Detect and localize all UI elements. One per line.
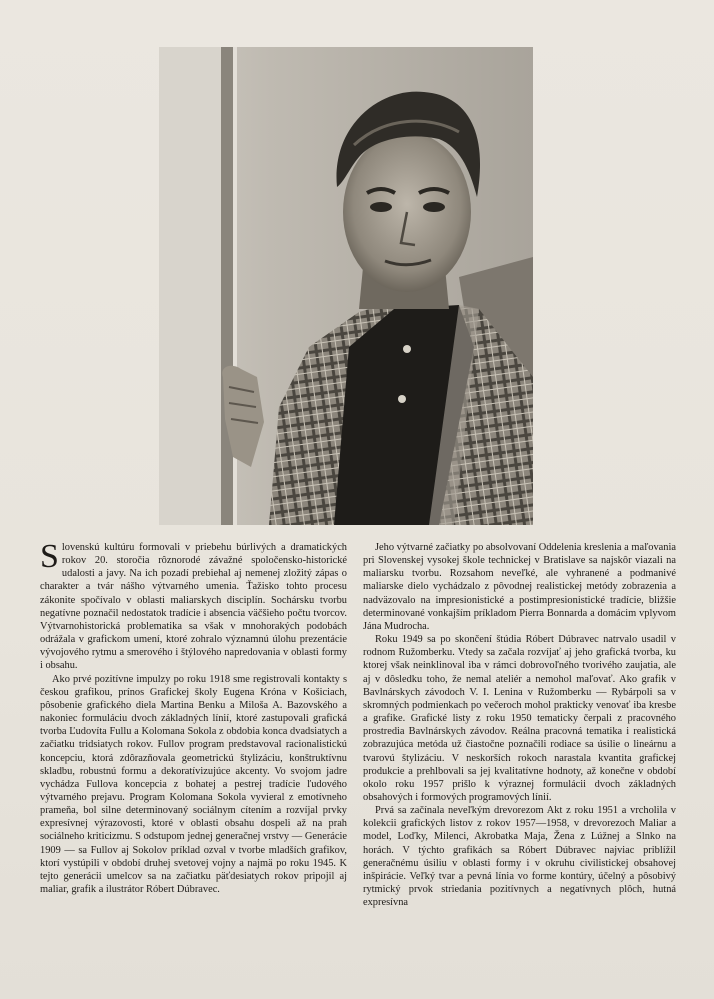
paragraph-first-impulses: Ako prvé pozitívne impulzy po roku 1918 sme registrovali kontakty s českou grafikou, prínos Grafickej školy Eugena Króna v Košiciach, pôsobenie grafického diela Martina Benku a Miloša A. Bazovského a nakoniec formuláciu dvoch základných línií, ktoré zastupovali grafická tvorba Ľudovíta Fullu a Kolomana Sokola z obdobia konca dvadsiatych a začiatku tridsiatych rokov. Fullov program predstavoval racionalistickú koncepciu, ktorá zdôrazňovala geometrickú štylizáciu, konštruktívnu skladbu, robustnú formu a dekoratívizujúce akcenty. Vo svojom jadre vychádza Fullova koncepcia z bohatej a pestrej tradície ľudového výtvarného prejavu. Program Kolomana Sokola vyvieral z emotívneho prameňa, bol silne determinovaný sociálnym cítením a rozvíjal prvky expresívnej výrazovosti, ktoré v oblasti obsahu dospeli až na prah sociálneho kriticizmu. S odstupom jednej generačnej vrstvy — Generácie 1909 — sa Fullov aj Sokolov príklad ozval v tvorbe mladších grafikov, ktorí vystúpili v období druhej svetovej vojny a najmä po roku 1945. K tejto generácii umelcov sa na začiatku päťdesiatych rokov pripojil aj maliar, grafik a ilustrátor Róbert Dúbravec. [40,673,347,896]
paragraph-first-line: Prvá sa začínala neveľkým drevorezom Akt z roku 1951 a vrcholila v kolekcii grafických listov z rokov 1957—1958, v drevorezoch Maliar a model, Loďky, Milenci, Akrobatka Maja, Žena z Lúžnej a Slnko na horách. V týchto grafikách sa Róbert Dúbravec najviac priblížil generačnému úsiliu v oblasti formy i v okruhu civilistickej obsahovej inšpirácie. Veľký tvar a pevná línia vo forme kontúry, účelný a pôsobivý rytmický prvok striedania pozitívnych a negatívnych plôch, hutná expresívna [363,805,676,909]
portrait-photo [159,47,533,525]
paragraph-beginnings: Jeho výtvarné začiatky po absolvovaní Oddelenia kreslenia a maľovania pri Slovenskej vysokej škole technickej v Bratislave sa najskôr viazali na maliarsku tvorbu. Rozsahom neveľké, ale vyhranené a podmanivé maliarske dielo vychádzalo z pôvodnej realistickej metódy zobrazenia a nadväzovalo na impresionistické a postimpresionistické tradície, bližšie determinované vonkajším príkladom Pierra Bonnarda a domácim vplyvom Jána Mudrocha. [363,542,676,632]
paragraph-1949: Roku 1949 sa po skončení štúdia Róbert Dúbravec natrvalo usadil v rodnom Ružomberku. Vtedy sa začala rozvíjať aj jeho grafická tvorba, ku ktorej však neinklinoval iba v rámci dobrovoľného tvorivého zaujatia, ale aj v dôsledku toho, že nemal ateliér a nemohol maľovať. Ako grafik v Bavlnárskych závodoch V. I. Lenina v Ružomberku — Rybárpoli sa v skromných podmienkach po večeroch mohol prakticky venovať iba kresbe a grafike. Grafické listy z roku 1950 tematicky čerpali z pracovného prostredia Bavlnárskych závodov. Reálna pracovná tematika i realistická zobrazujúca metóda už čiastočne poznačili rodiace sa úsilie o lineárnu a tvarovú štylizáciu. V neskorších rokoch narastala kvantita grafickej produkcie a prehlbovali sa jej kvalitatívne hodnoty, až konečne v období okolo roku 1957 prišlo k výraznej formulácii dvoch základných obsahových i formových programových línií. [363,634,676,803]
paragraph-intro [40,538,347,673]
text-column-left [40,538,347,896]
text-column-right [363,541,676,909]
drop-cap: S [40,538,59,575]
paragraph-intro-text: lovenskú kultúru formovali v priebehu búrlivých a dramatických rokov 20. storočia rôznorodé závažné spoločensko-historické udalosti a javy. Na ich pozadí prebiehal aj nemenej zložitý zápas o charakter a tvár nášho výtvarného umenia. Ťažisko tohto procesu zákonite spočívalo v oblasti maliarskych disciplín. Sochársku tvorbu negatívne poznačil nedostatok tradície i absencia väčšieho počtu tvorcov. Výtvarnohistorická problematika sa však v mnohorakých podobách odrážala v grafickom umení, ktoré zohralo významnú úlohu prezentácie vývojového rytmu a smerového i štýlového napredovania v oblasti formy i obsahu. [40,542,347,672]
